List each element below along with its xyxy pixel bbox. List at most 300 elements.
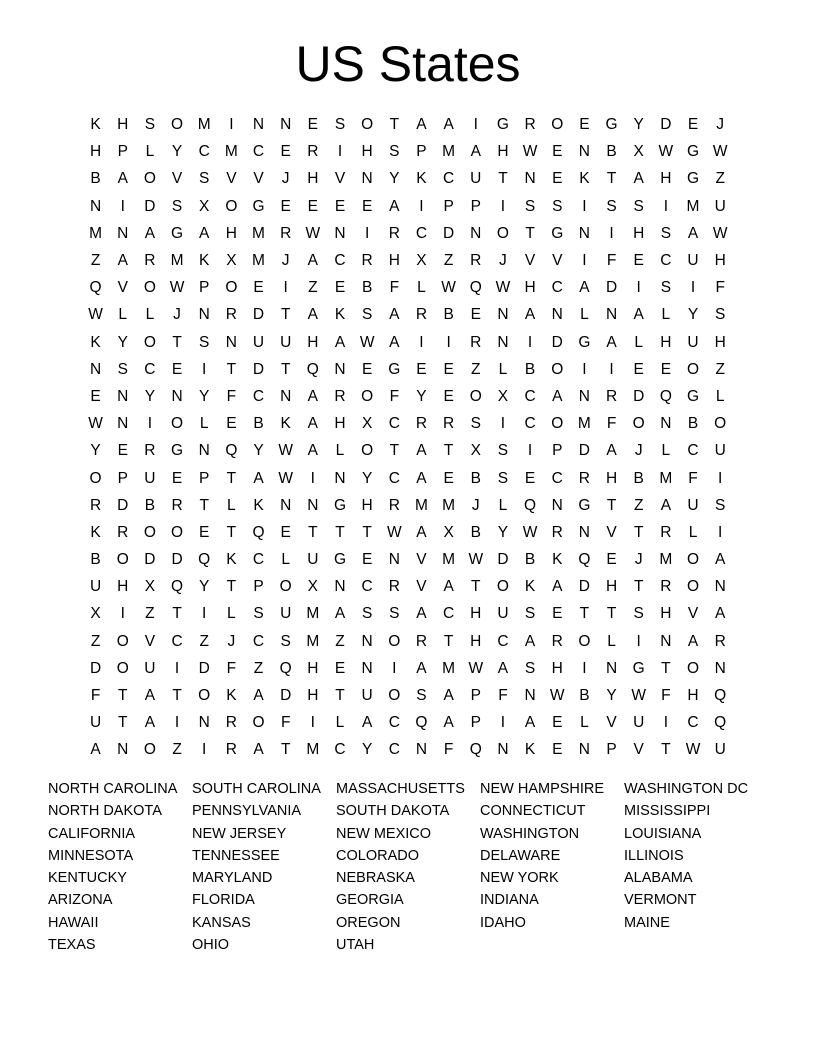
grid-cell: P: [470, 714, 481, 732]
grid-cell: C: [334, 252, 346, 270]
grid-cell: G: [388, 360, 401, 378]
grid-cell: Z: [308, 279, 318, 297]
grid-cell: E: [660, 360, 672, 378]
grid-cell: H: [660, 605, 672, 623]
grid-cell: T: [443, 632, 454, 650]
grid-cell: M: [442, 143, 456, 161]
grid-cell: I: [310, 469, 315, 487]
grid-cell: B: [90, 170, 101, 188]
grid-cell: X: [226, 252, 237, 270]
grid-cell: A: [117, 252, 128, 270]
grid-cell: O: [551, 415, 564, 433]
grid-cell: U: [280, 333, 292, 351]
grid-cell: O: [143, 741, 156, 759]
grid-cell: P: [199, 279, 210, 297]
grid-cell: M: [89, 224, 103, 242]
grid-cell: Q: [225, 442, 238, 460]
grid-cell: L: [335, 714, 345, 732]
grid-cell: Y: [199, 387, 210, 405]
grid-cell: M: [252, 224, 265, 242]
grid-cell: Q: [714, 687, 727, 705]
grid-cell: N: [497, 306, 509, 324]
grid-cell: R: [578, 469, 590, 487]
grid-cell: N: [117, 224, 129, 242]
grid-cell: L: [661, 442, 671, 460]
grid-cell: O: [143, 523, 156, 541]
grid-cell: N: [334, 469, 346, 487]
grid-cell: M: [659, 469, 673, 487]
grid-cell: F: [715, 279, 725, 297]
grid-cell: S: [144, 116, 156, 134]
grid-row: [82, 655, 734, 682]
grid-cell: E: [687, 116, 699, 134]
grid-cell: E: [552, 714, 563, 732]
word-list-item: MINNESOTA: [48, 847, 134, 864]
grid-cell: A: [470, 143, 481, 161]
grid-cell: T: [199, 496, 209, 514]
grid-cell: F: [606, 252, 617, 270]
grid-cell: Y: [117, 333, 128, 351]
grid-cell: J: [173, 306, 181, 324]
grid-cell: V: [524, 252, 536, 270]
grid-cell: A: [715, 605, 726, 623]
grid-cell: X: [443, 523, 454, 541]
grid-cell: F: [606, 415, 617, 433]
grid-cell: V: [552, 252, 563, 270]
grid-cell: J: [471, 496, 480, 514]
grid-cell: V: [144, 632, 156, 650]
grid-cell: A: [633, 170, 644, 188]
grid-cell: V: [171, 170, 183, 188]
grid-cell: Y: [199, 578, 210, 596]
grid-cell: O: [496, 578, 509, 596]
grid-cell: C: [551, 469, 563, 487]
grid-cell: A: [579, 279, 590, 297]
grid-cell: H: [89, 143, 102, 161]
grid-cell: E: [443, 360, 454, 378]
grid-cell: Z: [253, 659, 264, 677]
grid-cell: W: [278, 469, 293, 487]
grid-cell: A: [416, 605, 427, 623]
grid-cell: S: [715, 496, 726, 514]
grid-cell: W: [631, 687, 647, 705]
word-list-item: SOUTH DAKOTA: [336, 803, 450, 820]
grid-cell: M: [686, 197, 700, 215]
grid-cell: W: [386, 523, 402, 541]
grid-cell: R: [470, 333, 482, 351]
grid-cell: Y: [389, 170, 400, 188]
grid-cell: O: [686, 578, 700, 596]
grid-cell: Q: [252, 523, 265, 541]
grid-cell: T: [525, 224, 535, 242]
grid-cell: E: [307, 197, 318, 215]
grid-cell: I: [147, 415, 153, 433]
grid-cell: V: [117, 279, 128, 297]
grid-cell: A: [334, 333, 346, 351]
grid-cell: L: [335, 442, 345, 460]
grid-cell: R: [225, 714, 237, 732]
grid-cell: T: [118, 687, 128, 705]
grid-cell: H: [497, 143, 509, 161]
grid-cell: A: [253, 469, 264, 487]
grid-cell: A: [687, 632, 699, 650]
grid-cell: I: [500, 415, 506, 433]
grid-cell: T: [172, 687, 182, 705]
grid-cell: T: [172, 605, 182, 623]
grid-cell: C: [171, 632, 183, 650]
grid-cell: E: [443, 387, 454, 405]
grid-cell: S: [470, 415, 481, 433]
word-list-item: FLORIDA: [192, 892, 255, 909]
grid-cell: U: [361, 687, 373, 705]
grid-cell: B: [524, 551, 536, 569]
grid-cell: E: [552, 170, 563, 188]
grid-cell: A: [389, 197, 400, 215]
grid-cell: J: [716, 116, 725, 134]
grid-cell: D: [578, 578, 590, 596]
grid-cell: T: [118, 714, 128, 732]
grid-cell: T: [633, 578, 644, 596]
grid-cell: C: [361, 578, 373, 596]
grid-cell: G: [605, 116, 618, 134]
grid-cell: T: [579, 605, 590, 623]
grid-cell: D: [252, 306, 265, 324]
grid-cell: T: [362, 523, 372, 541]
grid-cell: X: [470, 442, 481, 460]
grid-cell: H: [660, 333, 672, 351]
grid-cell: C: [687, 442, 699, 460]
grid-cell: T: [606, 605, 617, 623]
grid-cell: D: [117, 496, 129, 514]
grid-cell: G: [686, 170, 700, 188]
grid-cell: M: [306, 605, 320, 623]
grid-cell: E: [171, 469, 183, 487]
grid-cell: N: [252, 116, 265, 134]
grid-cell: V: [416, 551, 427, 569]
grid-cell: A: [389, 333, 400, 351]
grid-cell: C: [687, 714, 699, 732]
grid-cell: E: [226, 415, 237, 433]
grid-cell: R: [660, 578, 672, 596]
grid-cell: K: [226, 551, 237, 569]
grid-cell: A: [552, 578, 563, 596]
grid-cell: Y: [144, 387, 156, 405]
grid-cell: N: [171, 387, 183, 405]
grid-cell: T: [661, 741, 671, 759]
grid-cell: F: [688, 469, 698, 487]
word-list-item: OHIO: [192, 937, 230, 954]
grid-row: [82, 274, 734, 301]
grid-cell: N: [198, 442, 210, 460]
grid-cell: C: [660, 252, 672, 270]
grid-cell: I: [310, 714, 315, 732]
grid-cell: W: [522, 523, 538, 541]
grid-cell: G: [333, 496, 347, 514]
grid-cell: Z: [633, 496, 644, 514]
grid-cell: T: [226, 523, 237, 541]
grid-cell: P: [552, 442, 563, 460]
grid-cell: L: [661, 306, 671, 324]
grid-cell: U: [633, 714, 645, 732]
grid-cell: C: [334, 741, 346, 759]
grid-cell: O: [198, 687, 211, 705]
grid-cell: M: [306, 741, 320, 759]
grid-cell: W: [468, 551, 484, 569]
grid-cell: J: [634, 442, 643, 460]
grid-cell: I: [120, 605, 125, 623]
grid-cell: D: [551, 333, 563, 351]
grid-cell: L: [607, 632, 616, 650]
grid-cell: O: [686, 659, 700, 677]
grid-cell: S: [497, 442, 509, 460]
grid-cell: U: [144, 659, 156, 677]
grid-cell: A: [307, 306, 318, 324]
grid-cell: N: [551, 306, 563, 324]
grid-cell: I: [527, 333, 533, 351]
grid-cell: H: [687, 687, 699, 705]
word-list-item: COLORADO: [336, 847, 419, 864]
grid-cell: G: [333, 551, 347, 569]
grid-cell: Y: [171, 143, 183, 161]
grid-cell: S: [199, 333, 210, 351]
grid-cell: D: [578, 442, 590, 460]
grid-cell: T: [226, 469, 237, 487]
grid-cell: A: [687, 224, 699, 242]
grid-cell: H: [388, 252, 400, 270]
grid-cell: E: [280, 523, 291, 541]
grid-cell: S: [606, 197, 617, 215]
grid-cell: I: [229, 116, 234, 134]
grid-cell: E: [552, 143, 563, 161]
grid-cell: S: [633, 197, 644, 215]
grid-cell: G: [686, 143, 700, 161]
word-list-item: NEW MEXICO: [336, 825, 432, 842]
grid-cell: N: [605, 306, 618, 324]
word-list-item: TEXAS: [48, 937, 96, 954]
grid-cell: Q: [279, 659, 292, 677]
grid-cell: A: [334, 605, 346, 623]
grid-cell: I: [718, 469, 723, 487]
grid-cell: H: [225, 224, 237, 242]
grid-cell: E: [307, 116, 318, 134]
grid-cell: T: [335, 687, 345, 705]
grid-cell: H: [524, 279, 536, 297]
grid-cell: P: [470, 687, 481, 705]
grid-row: [82, 410, 734, 437]
grid-cell: H: [470, 632, 482, 650]
grid-cell: C: [524, 415, 536, 433]
grid-cell: S: [199, 170, 210, 188]
grid-cell: N: [714, 578, 726, 596]
grid-cell: Z: [145, 605, 155, 623]
grid-cell: T: [226, 578, 237, 596]
grid-cell: P: [606, 741, 617, 759]
grid-cell: Y: [633, 116, 644, 134]
grid-cell: H: [714, 333, 726, 351]
grid-cell: E: [361, 551, 373, 569]
grid-cell: W: [495, 279, 511, 297]
grid-cell: W: [88, 415, 103, 433]
grid-cell: U: [89, 578, 102, 596]
grid-cell: C: [524, 387, 536, 405]
grid-cell: O: [116, 551, 129, 569]
grid-cell: O: [171, 415, 184, 433]
word-list-item: TENNESSEE: [192, 847, 280, 864]
grid-cell: C: [388, 415, 400, 433]
grid-cell: M: [224, 143, 238, 161]
grid-cell: B: [253, 415, 264, 433]
grid-cell: E: [552, 741, 563, 759]
grid-cell: I: [582, 360, 587, 378]
grid-cell: W: [712, 224, 728, 242]
grid-cell: E: [633, 252, 644, 270]
grid-row: [82, 628, 734, 655]
grid-cell: S: [524, 659, 536, 677]
grid-cell: I: [446, 333, 451, 351]
grid-cell: A: [443, 714, 454, 732]
grid-cell: J: [281, 170, 290, 188]
grid-cell: Z: [199, 632, 209, 650]
page-title: US States: [295, 36, 521, 92]
grid-cell: A: [416, 523, 427, 541]
grid-cell: U: [714, 197, 726, 215]
grid-cell: E: [416, 360, 427, 378]
grid-cell: Q: [578, 551, 591, 569]
grid-cell: I: [202, 605, 207, 623]
grid-cell: Z: [90, 252, 101, 270]
grid-cell: N: [198, 306, 210, 324]
grid-cell: I: [364, 224, 370, 242]
grid-cell: L: [715, 387, 725, 405]
grid-cell: S: [253, 605, 264, 623]
grid-cell: L: [688, 523, 698, 541]
grid-cell: N: [388, 551, 400, 569]
grid-cell: N: [660, 632, 672, 650]
grid-cell: T: [280, 360, 291, 378]
word-list: [48, 778, 788, 956]
grid-cell: F: [661, 687, 671, 705]
grid-cell: A: [144, 714, 156, 732]
grid-cell: C: [497, 632, 509, 650]
grid-cell: D: [443, 224, 455, 242]
grid-cell: F: [389, 387, 400, 405]
grid-cell: R: [605, 387, 618, 405]
grid-cell: I: [500, 714, 506, 732]
grid-cell: R: [388, 224, 400, 242]
grid-cell: L: [145, 143, 155, 161]
grid-cell: X: [144, 578, 156, 596]
word-list-item: MARYLAND: [192, 870, 273, 887]
grid-cell: U: [144, 469, 156, 487]
grid-cell: N: [89, 360, 102, 378]
grid-cell: Q: [198, 551, 211, 569]
grid-cell: X: [90, 605, 101, 623]
grid-cell: C: [415, 224, 428, 242]
grid-cell: L: [118, 306, 128, 324]
grid-cell: L: [227, 496, 236, 514]
grid-cell: L: [580, 714, 589, 732]
word-list-item: HAWAII: [48, 914, 99, 931]
grid-cell: O: [496, 224, 509, 242]
grid-cell: N: [225, 333, 237, 351]
grid-cell: I: [283, 279, 288, 297]
grid-cell: A: [253, 741, 264, 759]
grid-cell: N: [415, 741, 428, 759]
grid-cell: I: [663, 197, 669, 215]
grid-cell: D: [171, 551, 183, 569]
grid-cell: O: [578, 632, 591, 650]
word-list-item: OREGON: [336, 914, 401, 931]
word-list-item: DELAWARE: [480, 847, 561, 864]
grid-cell: T: [389, 116, 400, 134]
grid-cell: D: [497, 551, 509, 569]
grid-cell: D: [252, 360, 265, 378]
grid-cell: D: [280, 687, 292, 705]
word-list-item: NORTH CAROLINA: [48, 781, 178, 797]
grid-cell: C: [443, 605, 455, 623]
grid-cell: F: [226, 387, 237, 405]
grid-cell: M: [197, 116, 211, 134]
grid-cell: N: [280, 116, 292, 134]
grid-cell: N: [361, 632, 373, 650]
grid-cell: R: [388, 496, 400, 514]
grid-cell: O: [171, 523, 184, 541]
grid-cell: I: [174, 714, 180, 732]
grid-cell: O: [116, 632, 129, 650]
grid-cell: F: [389, 279, 400, 297]
grid-cell: I: [202, 741, 207, 759]
grid-cell: T: [498, 170, 508, 188]
grid-cell: P: [443, 197, 454, 215]
grid-cell: I: [636, 632, 641, 650]
grid-cell: Z: [715, 360, 725, 378]
grid-cell: O: [469, 387, 482, 405]
grid-cell: S: [361, 306, 373, 324]
grid-cell: R: [171, 496, 183, 514]
grid-row: [82, 492, 734, 519]
grid-cell: C: [551, 279, 563, 297]
grid-cell: F: [280, 714, 291, 732]
grid-cell: F: [90, 687, 101, 705]
grid-cell: Q: [306, 360, 319, 378]
grid-cell: S: [633, 605, 644, 623]
grid-cell: C: [388, 741, 400, 759]
grid-cell: L: [498, 496, 508, 514]
word-list-item: KANSAS: [192, 914, 251, 931]
grid-cell: B: [470, 469, 481, 487]
grid-row: [82, 682, 734, 709]
grid-cell: U: [497, 605, 509, 623]
word-list-item: CONNECTICUT: [480, 803, 586, 820]
grid-cell: T: [471, 578, 481, 596]
grid-cell: I: [120, 197, 125, 215]
grid-cell: V: [633, 741, 644, 759]
grid-cell: U: [307, 551, 319, 569]
grid-cell: Q: [415, 714, 428, 732]
grid-cell: O: [225, 279, 238, 297]
grid-cell: S: [361, 605, 373, 623]
grid-cell: M: [170, 252, 184, 270]
grid-row: [82, 193, 734, 220]
grid-cell: T: [633, 523, 644, 541]
grid-cell: Z: [172, 741, 182, 759]
grid-cell: A: [389, 306, 400, 324]
grid-cell: A: [416, 116, 427, 134]
grid-row: [82, 383, 734, 410]
grid-cell: P: [117, 143, 128, 161]
grid-cell: O: [714, 415, 727, 433]
grid-cell: T: [389, 442, 400, 460]
